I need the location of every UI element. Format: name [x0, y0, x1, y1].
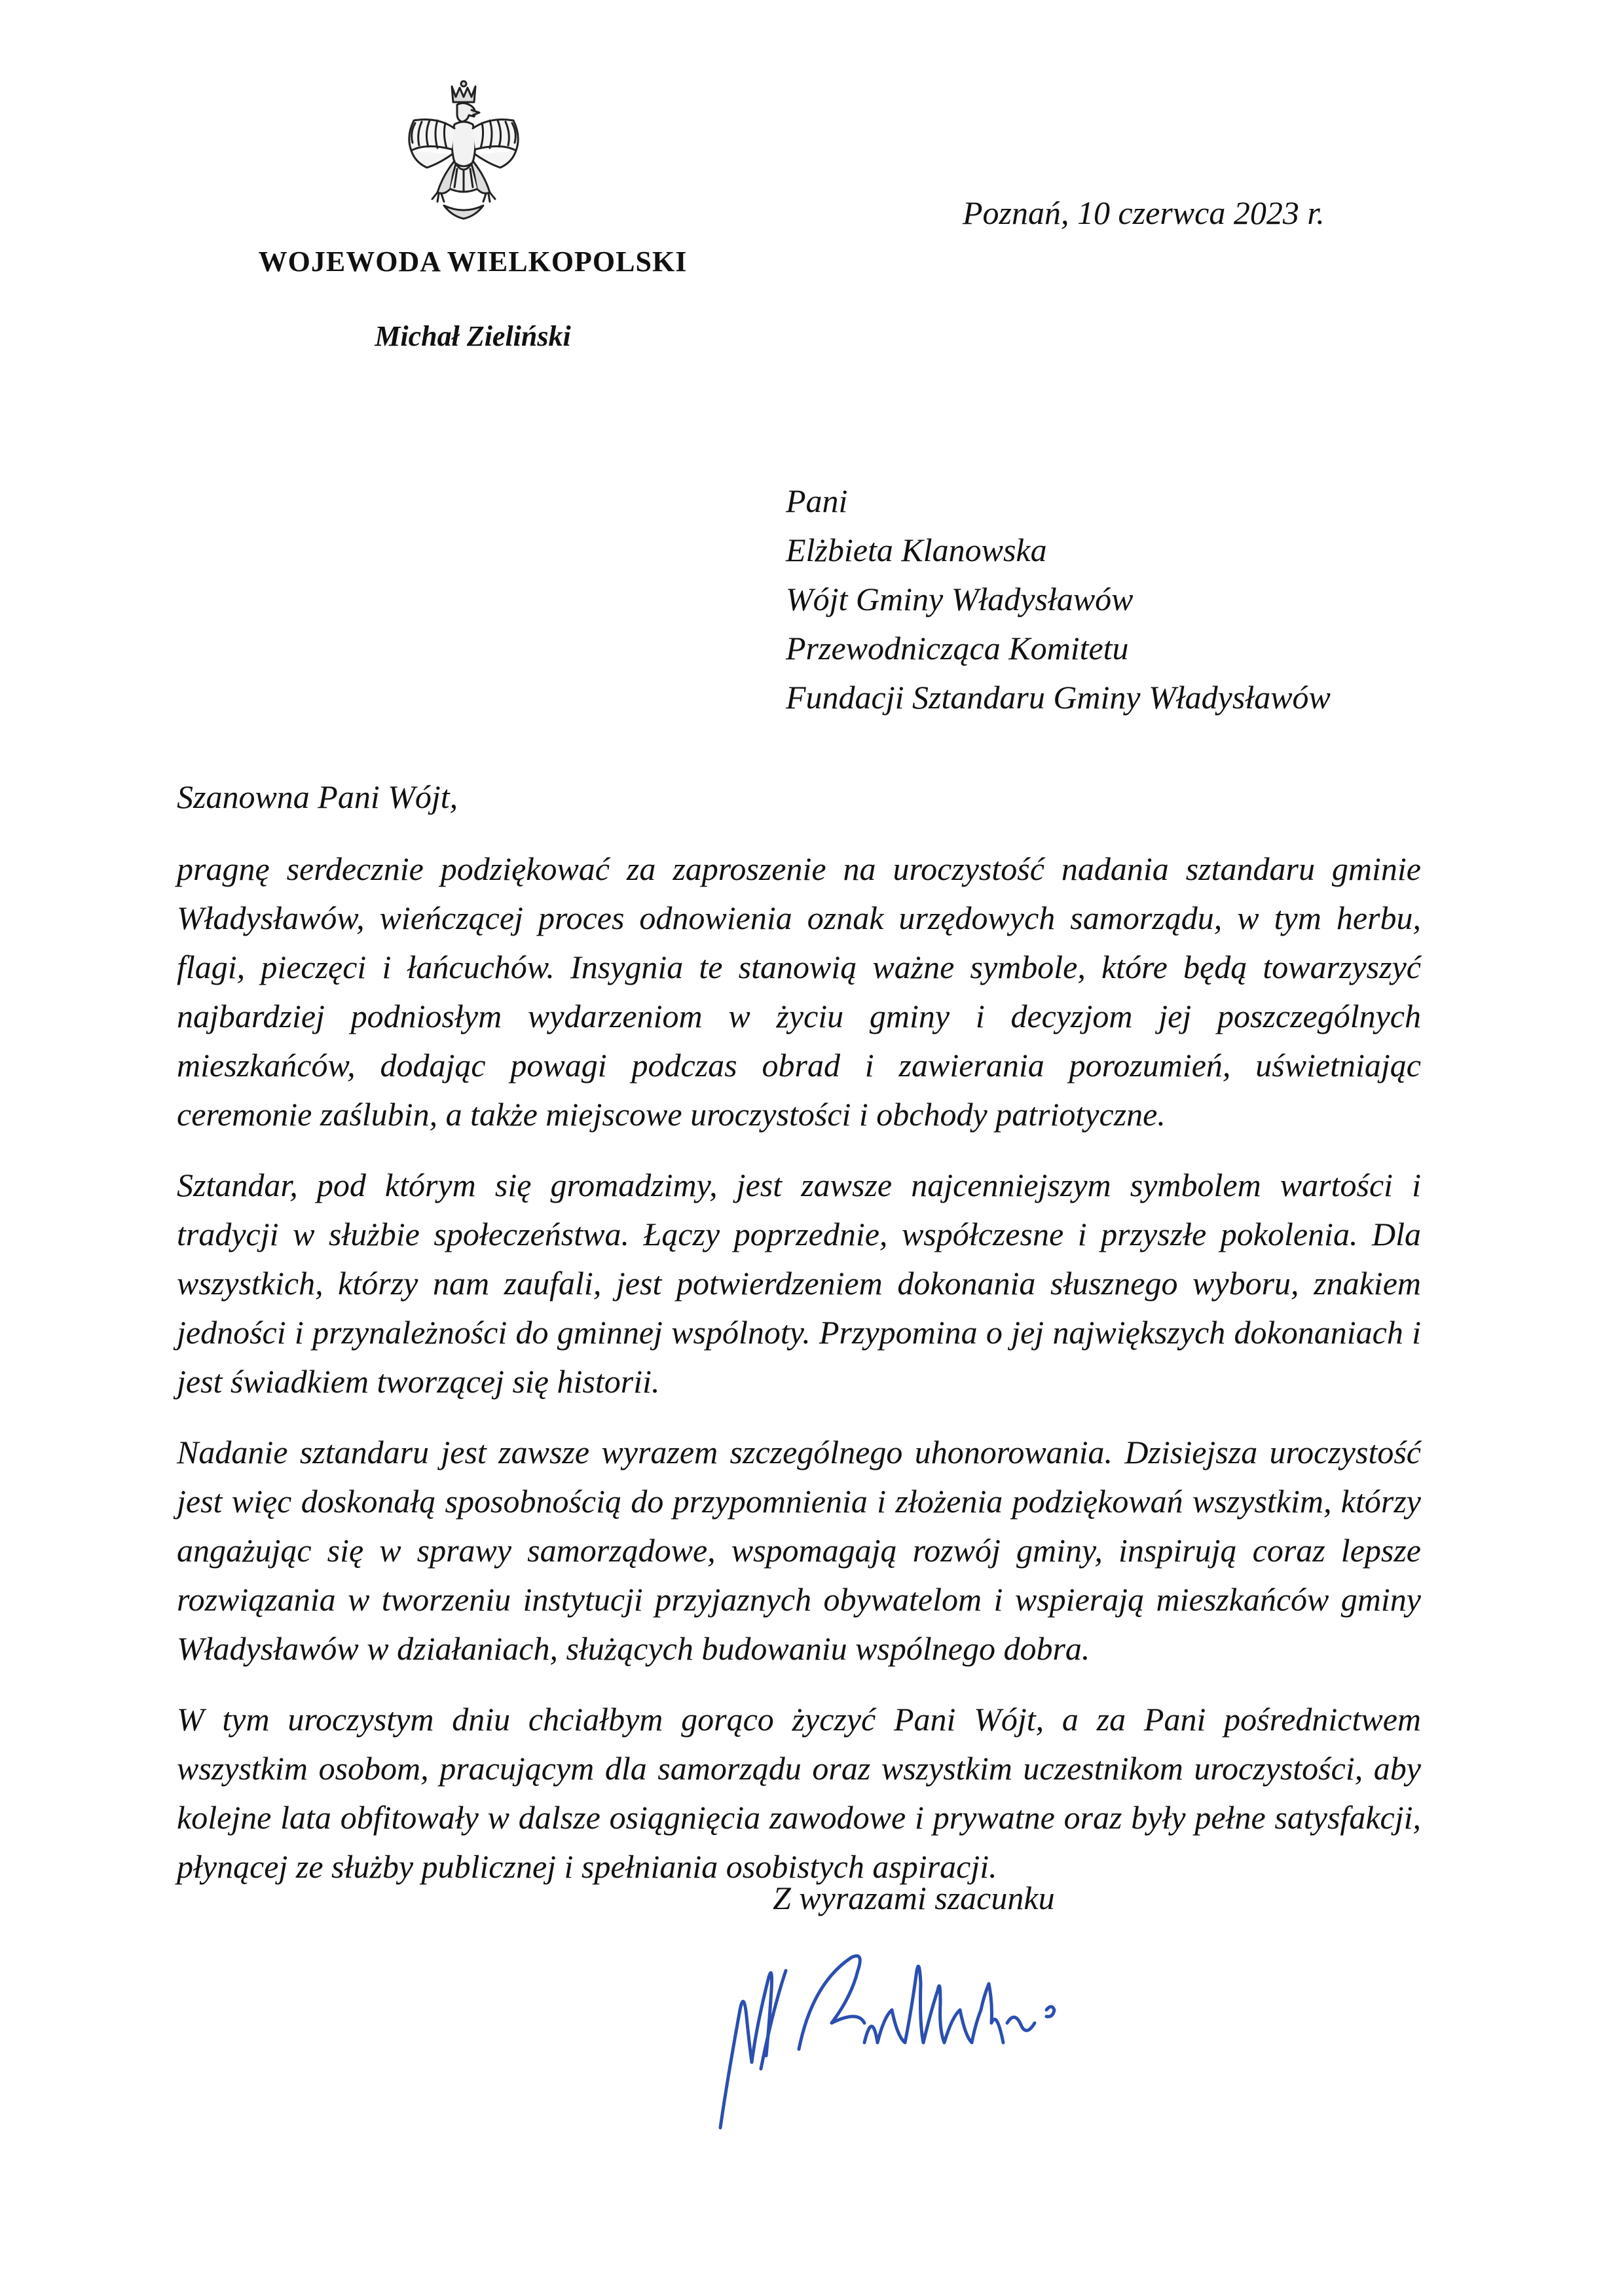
polish-eagle-emblem-icon	[392, 77, 536, 234]
letter-body	[177, 845, 1421, 1913]
addressee-line: Wójt Gminy Władysławów	[786, 581, 1134, 617]
closing-phrase: Z wyrazami szacunku	[773, 1880, 1055, 1916]
body-paragraph: pragnę serdecznie podziękować za zaproszenie na uroczystość nadania sztandaru gminie Władysławów, wieńczącej proces odnowienia oznak urzędowych samorządu, w tym herbu, flagi, pieczęci i łańcuchów. Insygnia te stanowią ważne symbole, które będą towarzyszyć najbardziej podniosłym wydarzeniom w życiu gminy i decyzjom jej poszczególnych mieszkańców, dodając powagi podczas obrad i zawierania porozumień, uświetniając ceremonie zaślubin, a także miejscowe uroczystości i obchody patriotyczne.	[177, 850, 1421, 1133]
addressee-block	[786, 477, 1506, 722]
addressee-line: Przewodnicząca Komitetu	[786, 630, 1129, 666]
place-and-date: Poznań, 10 czerwca 2023 r.	[963, 194, 1325, 231]
office-title: WOJEWODA WIELKOPOLSKI	[258, 246, 688, 278]
body-paragraph: W tym uroczystym dniu chciałbym gorąco życzyć Pani Wójt, a za Pani pośrednictwem wszystkim osobom, pracującym dla samorządu oraz wszystkim uczestnikom uroczystości, aby kolejne lata obfitowały w dalsze osiągnięcia zawodowe i prywatne oraz były pełne satysfakcji, płynącej ze służby publicznej i spełniania osobistych aspiracji.	[177, 1701, 1421, 1885]
addressee-line: Pani	[786, 483, 848, 519]
addressee-line: Elżbieta Klanowska	[786, 532, 1047, 568]
body-paragraph: Nadanie sztandaru jest zawsze wyrazem szczególnego uhonorowania. Dzisiejsza uroczystość jest więc doskonałą sposobnością do przypomnienia i złożenia podziękowań wszystkim, którzy angażując się w sprawy samorządowe, wspomagają rozwój gminy, inspirują coraz lepsze rozwiązania w tworzeniu instytucji przyjaznych obywatelom i wspierają mieszkańców gminy Władysławów w działaniach, służących budowaniu wspólnego dobra.	[177, 1434, 1421, 1667]
official-name: Michał Zieliński	[375, 320, 571, 352]
body-paragraph: Sztandar, pod którym się gromadzimy, jest zawsze najcenniejszym symbolem wartości i tradycji w służbie społeczeństwa. Łączy poprzednie, współczesne i przyszłe pokolenia. Dla wszystkich, którzy nam zaufali, jest potwierdzeniem dokonania słusznego wyboru, znakiem jedności i przynależności do gminnej wspólnoty. Przypomina o jej największych dokonaniach i jest świadkiem tworzącej się historii.	[177, 1167, 1421, 1400]
handwritten-signature	[701, 1912, 1107, 2134]
addressee-line: Fundacji Sztandaru Gminy Władysławów	[786, 679, 1331, 716]
salutation: Szanowna Pani Wójt,	[177, 778, 458, 815]
